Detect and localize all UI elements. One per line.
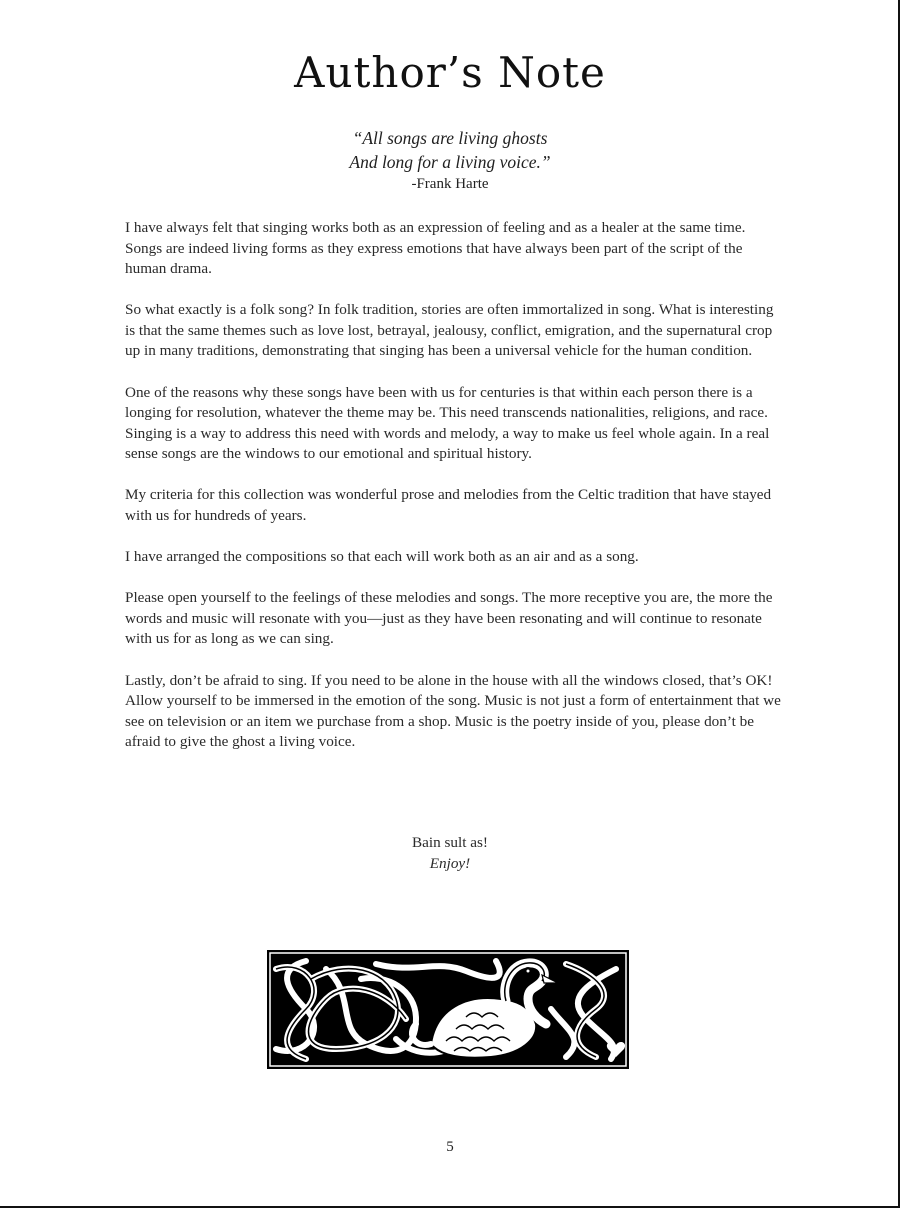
paragraph-1: I have always felt that singing works both as an expression of feeling and as a healer at the same time. Songs are indeed living forms as they express emotions that have always been part of the script of the human drama. [125,219,746,278]
epigraph [0,126,900,194]
celtic-knot-bird-icon [266,949,630,1070]
page-title: Author’s Note [294,48,606,97]
signoff [0,832,900,874]
signoff-english: Enjoy! [429,855,471,872]
epigraph-line-1: “All songs are living ghosts [352,128,548,148]
paragraph-6: Please open yourself to the feelings of these melodies and songs. The more receptive you are, the more the words and music will resonate with you—just as they have been resonating and will continue to resonate with us for as long as we can sing. [125,589,773,648]
signoff-irish: Bain sult as! [412,834,488,851]
paragraph-2: So what exactly is a folk song? In folk tradition, stories are often immortalized in song. What is interesting is that the same themes such as love lost, betrayal, jealousy, conflict, emigration, and the supernatural crop up in many traditions, demonstrating that singing has been a universal vehicle for the human condition. [125,301,774,360]
paragraph-4: My criteria for this collection was wonderful prose and melodies from the Celtic tradition that have stayed with us for hundreds of years. [125,486,772,525]
page-number: 5 [446,1139,454,1155]
paragraph-3: One of the reasons why these songs have been with us for centuries is that within each person there is a longing for resolution, whatever the theme may be. This need transcends nationalities, religions, and race. Singing is a way to address this need with words and melody, a way to make us feel whole again. In a real sense songs are the windows to our emotional and spiritual history. [125,383,770,463]
epigraph-line-2: And long for a living voice.” [349,152,551,172]
epigraph-attribution: -Frank Harte [411,176,489,192]
paragraph-5: I have arranged the compositions so that each will work both as an air and as a song. [125,548,639,566]
body-text [125,218,785,773]
paragraph-7: Lastly, don’t be afraid to sing. If you need to be alone in the house with all the windows closed, that’s OK! Allow yourself to be immersed in the emotion of the song. Music is not just a form of entertainment that we see on television or an item we purchase from a shop. Music is the poetry inside of you, please don’t be afraid to give the ghost a living voice. [125,671,781,751]
